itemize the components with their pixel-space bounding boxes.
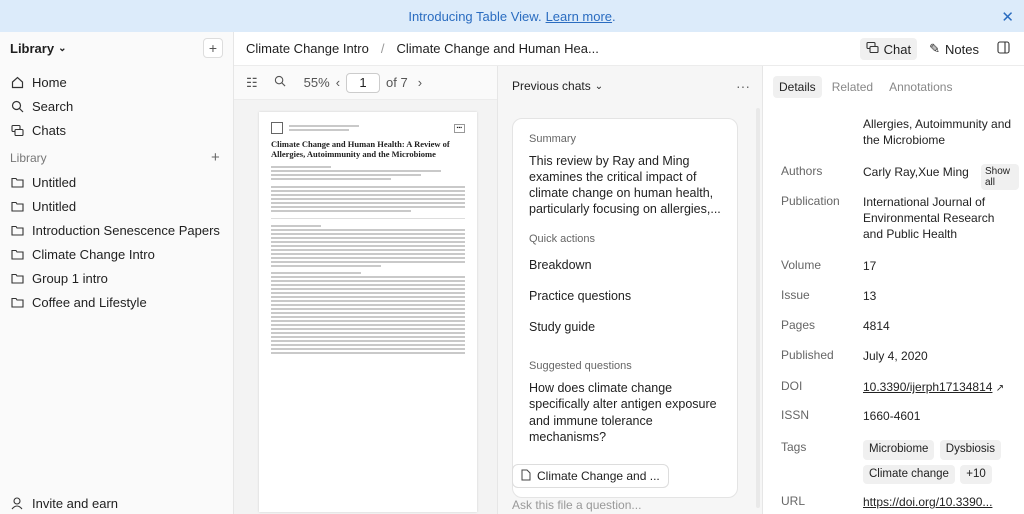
file-icon [521,469,531,484]
chat-button-label: Chat [883,41,912,57]
quick-action-practice-questions[interactable]: Practice questions [529,288,632,303]
chat-scrollbar[interactable] [756,108,760,508]
library-title: Library [10,41,55,56]
announcement-banner [0,0,1024,32]
chat-input[interactable]: Ask this file a question... [512,498,642,512]
tab-annotations[interactable]: Annotations [889,80,953,94]
next-page-icon[interactable]: › [417,75,423,90]
tag[interactable]: Microbiome [863,440,934,460]
library-dropdown[interactable] [10,41,66,56]
paper-title-fragment: Allergies, Autoimmunity and the Microbiome [863,117,1012,148]
tag[interactable]: Climate change [863,465,955,485]
breadcrumb-separator: / [380,41,385,56]
notes-button-label: Notes [945,41,979,57]
panel-toggle-button[interactable] [991,38,1016,60]
details-tabs [763,66,1024,108]
chat-icon [866,41,879,57]
tags-key: Tags [781,440,807,454]
issn-value: 1660-4601 [863,409,921,423]
doi-key: DOI [781,379,803,393]
quick-action-breakdown[interactable]: Breakdown [529,257,592,272]
search-icon [10,99,24,113]
folder-icon [10,295,24,309]
add-folder-button[interactable]: + [211,149,220,166]
publication-value: International Journal of Environmental Research and Public Health [863,195,995,242]
folder-item[interactable] [10,242,220,266]
authors-value: Carly Ray,Xue Ming [863,165,969,179]
summary-text: This review by Ray and Ming examines the critical impact of climate change on human health, particularly focusing on allergies,... [529,154,721,216]
volume-value: 17 [863,259,877,273]
more-options-icon[interactable]: ··· [736,78,750,94]
published-value: July 4, 2020 [863,349,928,363]
folder-icon [10,199,24,213]
chevron-up-icon[interactable]: ‹ [335,75,341,90]
issn-key: ISSN [781,408,810,422]
breadcrumb-file[interactable]: Climate Change and Human Hea... [396,41,599,56]
external-link-icon[interactable]: ↗ [995,383,1005,394]
library-section-title: Library [10,151,47,165]
invite-label: Invite and earn [32,496,119,511]
notes-button[interactable] [923,38,985,60]
show-all-button[interactable]: Show all [981,164,1019,190]
sidebar-item-label: Home [32,74,67,90]
sidebar-item-search[interactable] [10,94,73,118]
page-count: of 7 [386,75,408,90]
authors-key: Authors [781,164,823,178]
invite-button[interactable] [10,496,118,511]
folder-label: Untitled [32,174,77,190]
chevron-down-icon: ⌄ [58,43,67,54]
pages-value: 4814 [863,319,890,333]
chat-icon [10,123,24,137]
details-panel [763,66,1024,514]
chat-panel [498,66,763,514]
paper-title: Climate Change and Human Health: A Review of Allergies, Autoimmunity and the Microbiome [271,139,450,159]
summary-label: Summary [529,133,577,145]
issue-key: Issue [781,288,810,302]
learn-more-link[interactable]: Learn more [545,8,613,24]
folder-item[interactable] [10,194,220,218]
top-bar [234,32,1024,66]
issue-value: 13 [863,289,877,303]
folder-label: Coffee and Lifestyle [32,294,147,310]
folder-label: Group 1 intro [32,270,108,286]
doi-link[interactable]: 10.3390/ijerph17134814 [863,380,993,394]
sidebar [0,32,234,514]
topbar-actions [860,38,1016,60]
folder-label: Introduction Senescence Papers [32,222,220,238]
zoom-level[interactable]: 55% [303,75,330,90]
previous-chats-dropdown[interactable] [498,66,762,106]
quick-action-study-guide[interactable]: Study guide [529,319,596,334]
folder-icon [10,175,24,189]
library-list [10,170,220,314]
add-button[interactable]: + [203,38,223,58]
sidebar-item-label: Search [32,98,74,114]
publisher-logo: ▪▪▪ [454,124,465,133]
url-key: URL [781,494,806,508]
folder-item[interactable] [10,290,220,314]
volume-key: Volume [781,258,822,272]
pdf-toolbar [234,66,497,100]
folder-icon [10,247,24,261]
tab-details[interactable]: Details [773,76,822,98]
chevron-down-icon: ⌄ [594,80,604,92]
pdf-viewer [234,66,498,514]
sidebar-nav [10,70,73,142]
chat-card [512,118,738,498]
journal-logo [271,122,283,134]
close-icon[interactable]: ✕ [1001,9,1014,26]
quick-actions-label: Quick actions [529,233,596,245]
url-link[interactable]: https://doi.org/10.3390... [863,495,993,509]
page-number-input[interactable]: 1 [346,73,380,93]
publication-key: Publication [781,194,840,208]
home-icon [10,75,24,89]
tab-related[interactable]: Related [831,80,874,94]
thumbnails-icon[interactable]: ☷ [246,74,258,90]
folder-item[interactable] [10,170,220,194]
pdf-page [259,112,477,512]
file-chip-label: Climate Change and ... [537,469,660,483]
pages-key: Pages [781,318,816,332]
banner-period: . [612,8,616,24]
folder-icon [10,223,24,237]
suggested-questions-label: Suggested questions [529,360,632,372]
sidebar-panel-icon [997,41,1010,57]
breadcrumb-folder[interactable]: Climate Change Intro [246,41,369,56]
tag[interactable]: Dysbiosis [940,440,1001,460]
folder-label: Climate Change Intro [32,246,155,262]
pencil-icon: ✎ [929,41,941,56]
folder-item[interactable] [10,218,220,242]
sidebar-item-home[interactable] [10,70,73,94]
suggested-question[interactable]: How does climate change specifically alter antigen exposure and immune tolerance mechanisms? [529,381,717,444]
sidebar-item-label: Chats [32,122,66,138]
search-icon[interactable] [274,75,286,90]
doi-container [863,379,1013,396]
more-tags-badge[interactable]: +10 [960,465,992,485]
chat-toggle-button[interactable] [860,38,917,60]
folder-label: Untitled [32,198,77,214]
folder-item[interactable] [10,266,220,290]
published-key: Published [781,348,834,362]
attached-file-chip[interactable] [512,464,669,488]
folder-icon [10,271,24,285]
tags-container [863,440,1023,489]
user-icon [10,497,24,511]
banner-text: Introducing Table View. [408,8,542,24]
sidebar-item-chats[interactable] [10,118,73,142]
previous-chats-label: Previous chats [512,79,591,93]
